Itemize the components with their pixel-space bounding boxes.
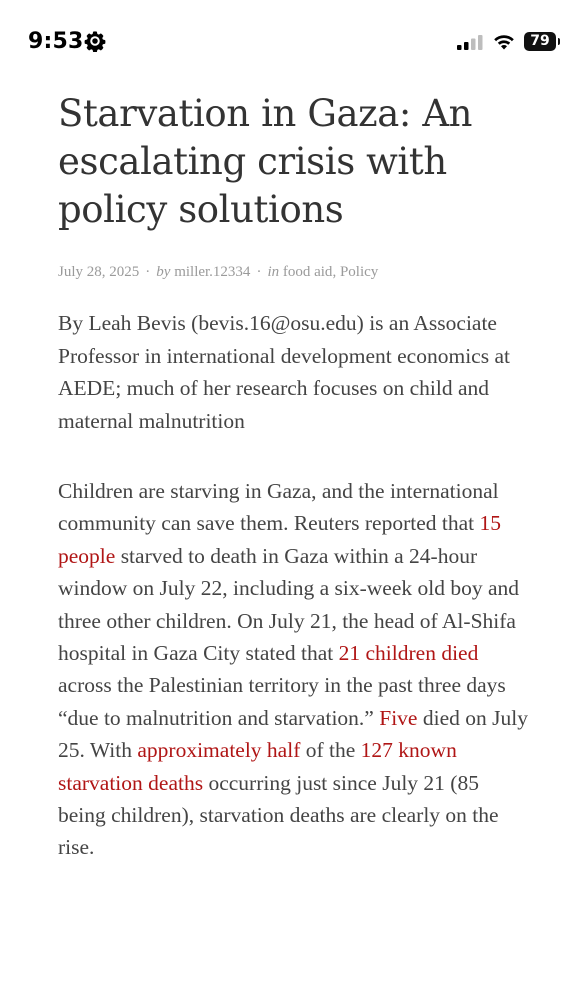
gear-icon xyxy=(84,30,106,52)
paragraph-text: Children are starving in Gaza, and the international community can save them. Reuters reported that xyxy=(58,479,499,536)
status-time: 9:53 xyxy=(28,29,84,54)
article xyxy=(58,90,528,885)
author-byline: By Leah Bevis (bevis.16@osu.edu) is an Associate Professor in international development economics at AEDE; much of her research focuses on child and maternal malnutrition xyxy=(58,311,510,433)
by-label: by xyxy=(156,264,171,280)
paragraph-text: died on July 25. With xyxy=(58,705,528,763)
category-link-food-aid[interactable]: food aid xyxy=(282,264,333,280)
article-paragraph xyxy=(58,475,528,864)
link-127-known-starvation-deaths[interactable]: 127 known starvation deaths xyxy=(58,738,457,795)
author-link[interactable]: miller.12334 xyxy=(174,264,251,280)
cellular-signal-icon xyxy=(456,34,486,50)
wifi-icon xyxy=(492,33,516,51)
status-bar xyxy=(0,0,577,84)
link-five[interactable]: Five xyxy=(379,705,418,730)
link-15-people[interactable]: 15 people xyxy=(58,511,502,568)
category-link-policy[interactable]: Policy xyxy=(339,264,379,280)
battery-icon: 79 xyxy=(524,32,556,51)
link-21-children-died[interactable]: 21 children died xyxy=(338,641,479,666)
post-date[interactable]: July 28, 2025 xyxy=(58,264,140,280)
paragraph-text: across the Palestinian territory in the past three days “due to malnutrition and starvation.” xyxy=(58,673,506,730)
paragraph-text: occurring just since July 21 (85 being children), starvation deaths are clearly on the rise. xyxy=(58,770,499,860)
post-meta: July 28, 2025 · by miller.12334 · in food aid, Policy xyxy=(58,264,379,280)
link-approximately-half[interactable]: approximately half xyxy=(137,738,301,763)
paragraph-text: starved to death in Gaza within a 24-hour window on July 22, including a six-week old boy and three other children. On July 21, the head of Al-Shifa hospital in Gaza City stated that xyxy=(58,543,520,666)
paragraph-text: of the xyxy=(300,738,361,763)
article-title: Starvation in Gaza: An escalating crisis with policy solutions xyxy=(58,92,473,231)
in-label: in xyxy=(267,264,280,280)
